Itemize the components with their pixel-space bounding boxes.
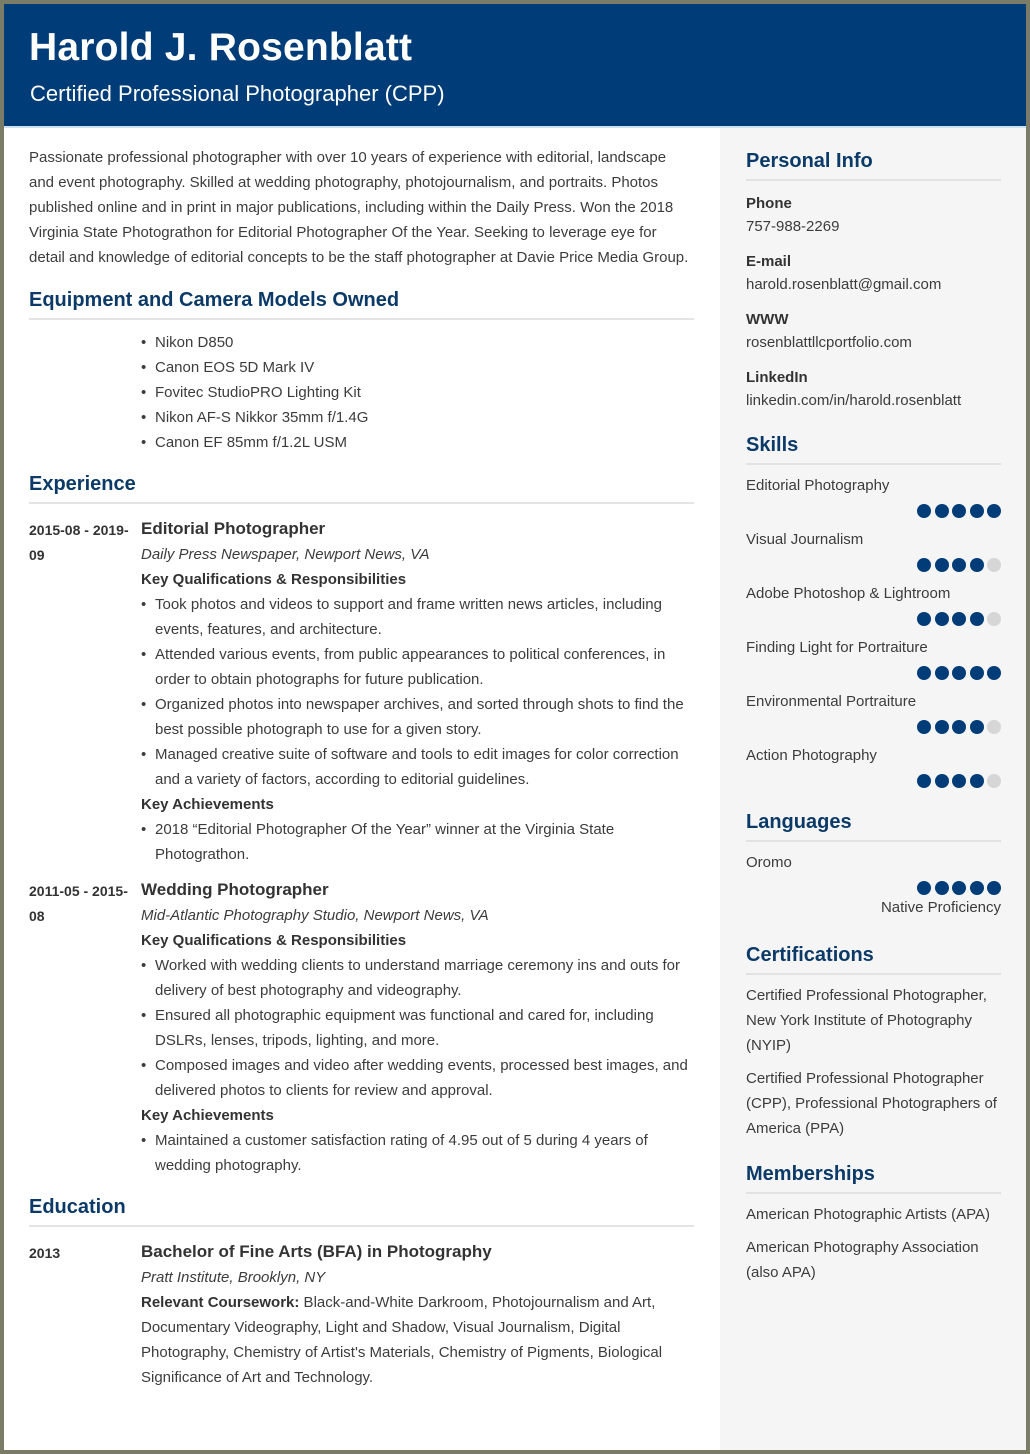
skill-name: Adobe Photoshop & Lightroom <box>746 585 951 602</box>
certification-item: Certified Professional Photographer, New York Institute of Photography (NYIP) <box>746 987 987 1054</box>
achievement-item: • Maintained a customer satisfaction rating of 4.95 out of 5 during 4 years of wedding photography. <box>141 1128 694 1178</box>
membership-item: American Photography Association (also APA) <box>746 1239 979 1281</box>
equipment-item: • Nikon D850 <box>141 330 694 355</box>
languages-heading: Languages <box>746 811 1001 842</box>
coursework-text: Black-and-White Darkroom, Photojournalism and Art, Documentary Videography, Light and Shadow, Visual Journalism, Digital Photography, Chemistry of Artist's Materials, Chemistry of Pigments, Biological Significance of Art and Technology. <box>141 1294 663 1386</box>
rating-dot-filled <box>935 666 949 680</box>
skill-item <box>746 636 1001 681</box>
candidate-name: Harold J. Rosenblatt <box>29 26 413 69</box>
rating-dot-filled <box>952 881 966 895</box>
rating-dot-filled <box>917 558 931 572</box>
rating-dot-filled <box>952 612 966 626</box>
rating-dot-empty <box>987 558 1001 572</box>
responsibilities-list <box>141 953 694 1103</box>
achievements-list <box>141 1128 694 1178</box>
skill-item <box>746 582 1001 627</box>
language-rating <box>746 881 1001 896</box>
skill-name: Finding Light for Portraiture <box>746 639 928 656</box>
skill-rating <box>746 504 1001 519</box>
language-name: Oromo <box>746 854 792 871</box>
rating-dot-filled <box>987 504 1001 518</box>
experience-entry <box>29 515 694 867</box>
equipment-list <box>29 330 694 455</box>
rating-dot-filled <box>970 612 984 626</box>
rating-dot-filled <box>952 504 966 518</box>
sidebar <box>720 128 1026 1450</box>
education-entry <box>29 1238 694 1390</box>
achievements-heading: Key Achievements <box>141 1107 274 1124</box>
responsibility-item: • Ensured all photographic equipment was functional and cared for, including DSLRs, lenses, tripods, lighting, and more. <box>141 1003 694 1053</box>
qualifications-heading: Key Qualifications & Responsibilities <box>141 571 407 588</box>
memberships-heading: Memberships <box>746 1163 1001 1194</box>
responsibility-item: • Organized photos into newspaper archives, and sorted through shots to find the best possible photograph to use for a given story. <box>141 692 694 742</box>
www-label: WWW <box>746 311 789 328</box>
rating-dot-empty <box>987 720 1001 734</box>
linkedin-value: linkedin.com/in/harold.rosenblatt <box>746 392 962 409</box>
school-name: Pratt Institute, Brooklyn, NY <box>141 1269 326 1286</box>
rating-dot-filled <box>970 558 984 572</box>
job-title: Wedding Photographer <box>141 880 329 899</box>
experience-date: 2011-05 - 2015-08 <box>29 883 128 924</box>
personal-info-phone <box>746 193 1001 239</box>
linkedin-label: LinkedIn <box>746 369 808 386</box>
rating-dot-filled <box>952 720 966 734</box>
rating-dot-filled <box>970 774 984 788</box>
equipment-item: • Nikon AF-S Nikkor 35mm f/1.4G <box>141 405 694 430</box>
experience-date: 2015-08 - 2019-09 <box>29 522 129 563</box>
experience-heading: Experience <box>29 473 694 504</box>
skill-rating <box>746 558 1001 573</box>
equipment-item: • Fovitec StudioPRO Lighting Kit <box>141 380 694 405</box>
skill-rating <box>746 666 1001 681</box>
membership-item: American Photographic Artists (APA) <box>746 1206 990 1223</box>
job-title: Editorial Photographer <box>141 519 326 538</box>
rating-dot-empty <box>987 774 1001 788</box>
achievements-list <box>141 817 694 867</box>
responsibility-item: • Attended various events, from public appearances to political conferences, in order to obtain photographs for future publication. <box>141 642 694 692</box>
main-column <box>29 128 694 1390</box>
skills-heading: Skills <box>746 434 1001 465</box>
resume-header <box>4 4 1026 128</box>
candidate-title: Certified Professional Photographer (CPP) <box>30 81 445 106</box>
rating-dot-filled <box>917 612 931 626</box>
company-name: Daily Press Newspaper, Newport News, VA <box>141 546 430 563</box>
skill-item <box>746 528 1001 573</box>
qualifications-heading: Key Qualifications & Responsibilities <box>141 932 407 949</box>
equipment-heading: Equipment and Camera Models Owned <box>29 289 694 320</box>
degree-title: Bachelor of Fine Arts (BFA) in Photography <box>141 1242 492 1261</box>
certifications-heading: Certifications <box>746 944 1001 975</box>
www-value: rosenblattllcportfolio.com <box>746 334 912 351</box>
rating-dot-filled <box>935 558 949 572</box>
rating-dot-filled <box>970 504 984 518</box>
rating-dot-filled <box>987 881 1001 895</box>
skill-name: Action Photography <box>746 747 877 764</box>
skill-rating <box>746 774 1001 789</box>
personal-info-linkedin <box>746 367 1001 413</box>
rating-dot-filled <box>952 774 966 788</box>
rating-dot-filled <box>935 881 949 895</box>
language-item <box>746 851 1001 920</box>
responsibility-item: • Took photos and videos to support and frame written news articles, including events, features, and architecture. <box>141 592 694 642</box>
rating-dot-filled <box>917 720 931 734</box>
rating-dot-filled <box>917 666 931 680</box>
personal-info-www <box>746 309 1001 355</box>
phone-value: 757-988-2269 <box>746 218 840 235</box>
personal-info-email <box>746 251 1001 297</box>
certification-item: Certified Professional Photographer (CPP), Professional Photographers of America (PPA) <box>746 1070 997 1137</box>
rating-dot-filled <box>935 720 949 734</box>
skill-item <box>746 744 1001 789</box>
equipment-item: • Canon EF 85mm f/1.2L USM <box>141 430 694 455</box>
skill-item <box>746 690 1001 735</box>
rating-dot-filled <box>970 666 984 680</box>
rating-dot-filled <box>935 774 949 788</box>
skill-rating <box>746 612 1001 627</box>
email-value: harold.rosenblatt@gmail.com <box>746 276 942 293</box>
skill-item <box>746 474 1001 519</box>
rating-dot-filled <box>987 666 1001 680</box>
rating-dot-filled <box>970 720 984 734</box>
skill-name: Environmental Portraiture <box>746 693 917 710</box>
rating-dot-filled <box>952 558 966 572</box>
experience-entry <box>29 876 694 1178</box>
rating-dot-filled <box>935 504 949 518</box>
personal-info-heading: Personal Info <box>746 150 1001 181</box>
skill-name: Visual Journalism <box>746 531 864 548</box>
language-level: Native Proficiency <box>880 899 1001 916</box>
rating-dot-filled <box>917 774 931 788</box>
summary-paragraph: Passionate professional photographer with over 10 years of experience with editorial, landscape and event photography. Skilled at wedding photography, photojournalism, and portraits. Photos published online and in print in major publications, including within the Daily Press. Won the 2018 Virginia State Photograthon for Editorial Photographer Of the Year. Seeking to leverage eye for detail and knowledge of editorial concepts to be the staff photographer at Davie Price Media Group. <box>29 149 689 266</box>
rating-dot-filled <box>917 504 931 518</box>
equipment-item: • Canon EOS 5D Mark IV <box>141 355 694 380</box>
education-heading: Education <box>29 1196 694 1227</box>
achievement-item: • 2018 “Editorial Photographer Of the Year” winner at the Virginia State Photograthon. <box>141 817 694 867</box>
responsibility-item: • Managed creative suite of software and tools to edit images for color correction and a variety of factors, according to editorial guidelines. <box>141 742 694 792</box>
skill-rating <box>746 720 1001 735</box>
responsibility-item: • Composed images and video after wedding events, processed best images, and delivered photos to clients for review and approval. <box>141 1053 694 1103</box>
company-name: Mid-Atlantic Photography Studio, Newport News, VA <box>141 907 489 924</box>
rating-dot-filled <box>935 612 949 626</box>
responsibility-item: • Worked with wedding clients to understand marriage ceremony ins and outs for delivery of best photography and videography. <box>141 953 694 1003</box>
achievements-heading: Key Achievements <box>141 796 274 813</box>
phone-label: Phone <box>746 195 792 212</box>
responsibilities-list <box>141 592 694 792</box>
email-label: E-mail <box>746 253 792 270</box>
rating-dot-filled <box>952 666 966 680</box>
education-date: 2013 <box>29 1245 61 1261</box>
skills-list <box>746 474 1001 789</box>
coursework-label: Relevant Coursework: <box>141 1294 300 1311</box>
rating-dot-filled <box>970 881 984 895</box>
rating-dot-filled <box>917 881 931 895</box>
rating-dot-empty <box>987 612 1001 626</box>
skill-name: Editorial Photography <box>746 477 890 494</box>
coursework <box>141 1290 694 1390</box>
